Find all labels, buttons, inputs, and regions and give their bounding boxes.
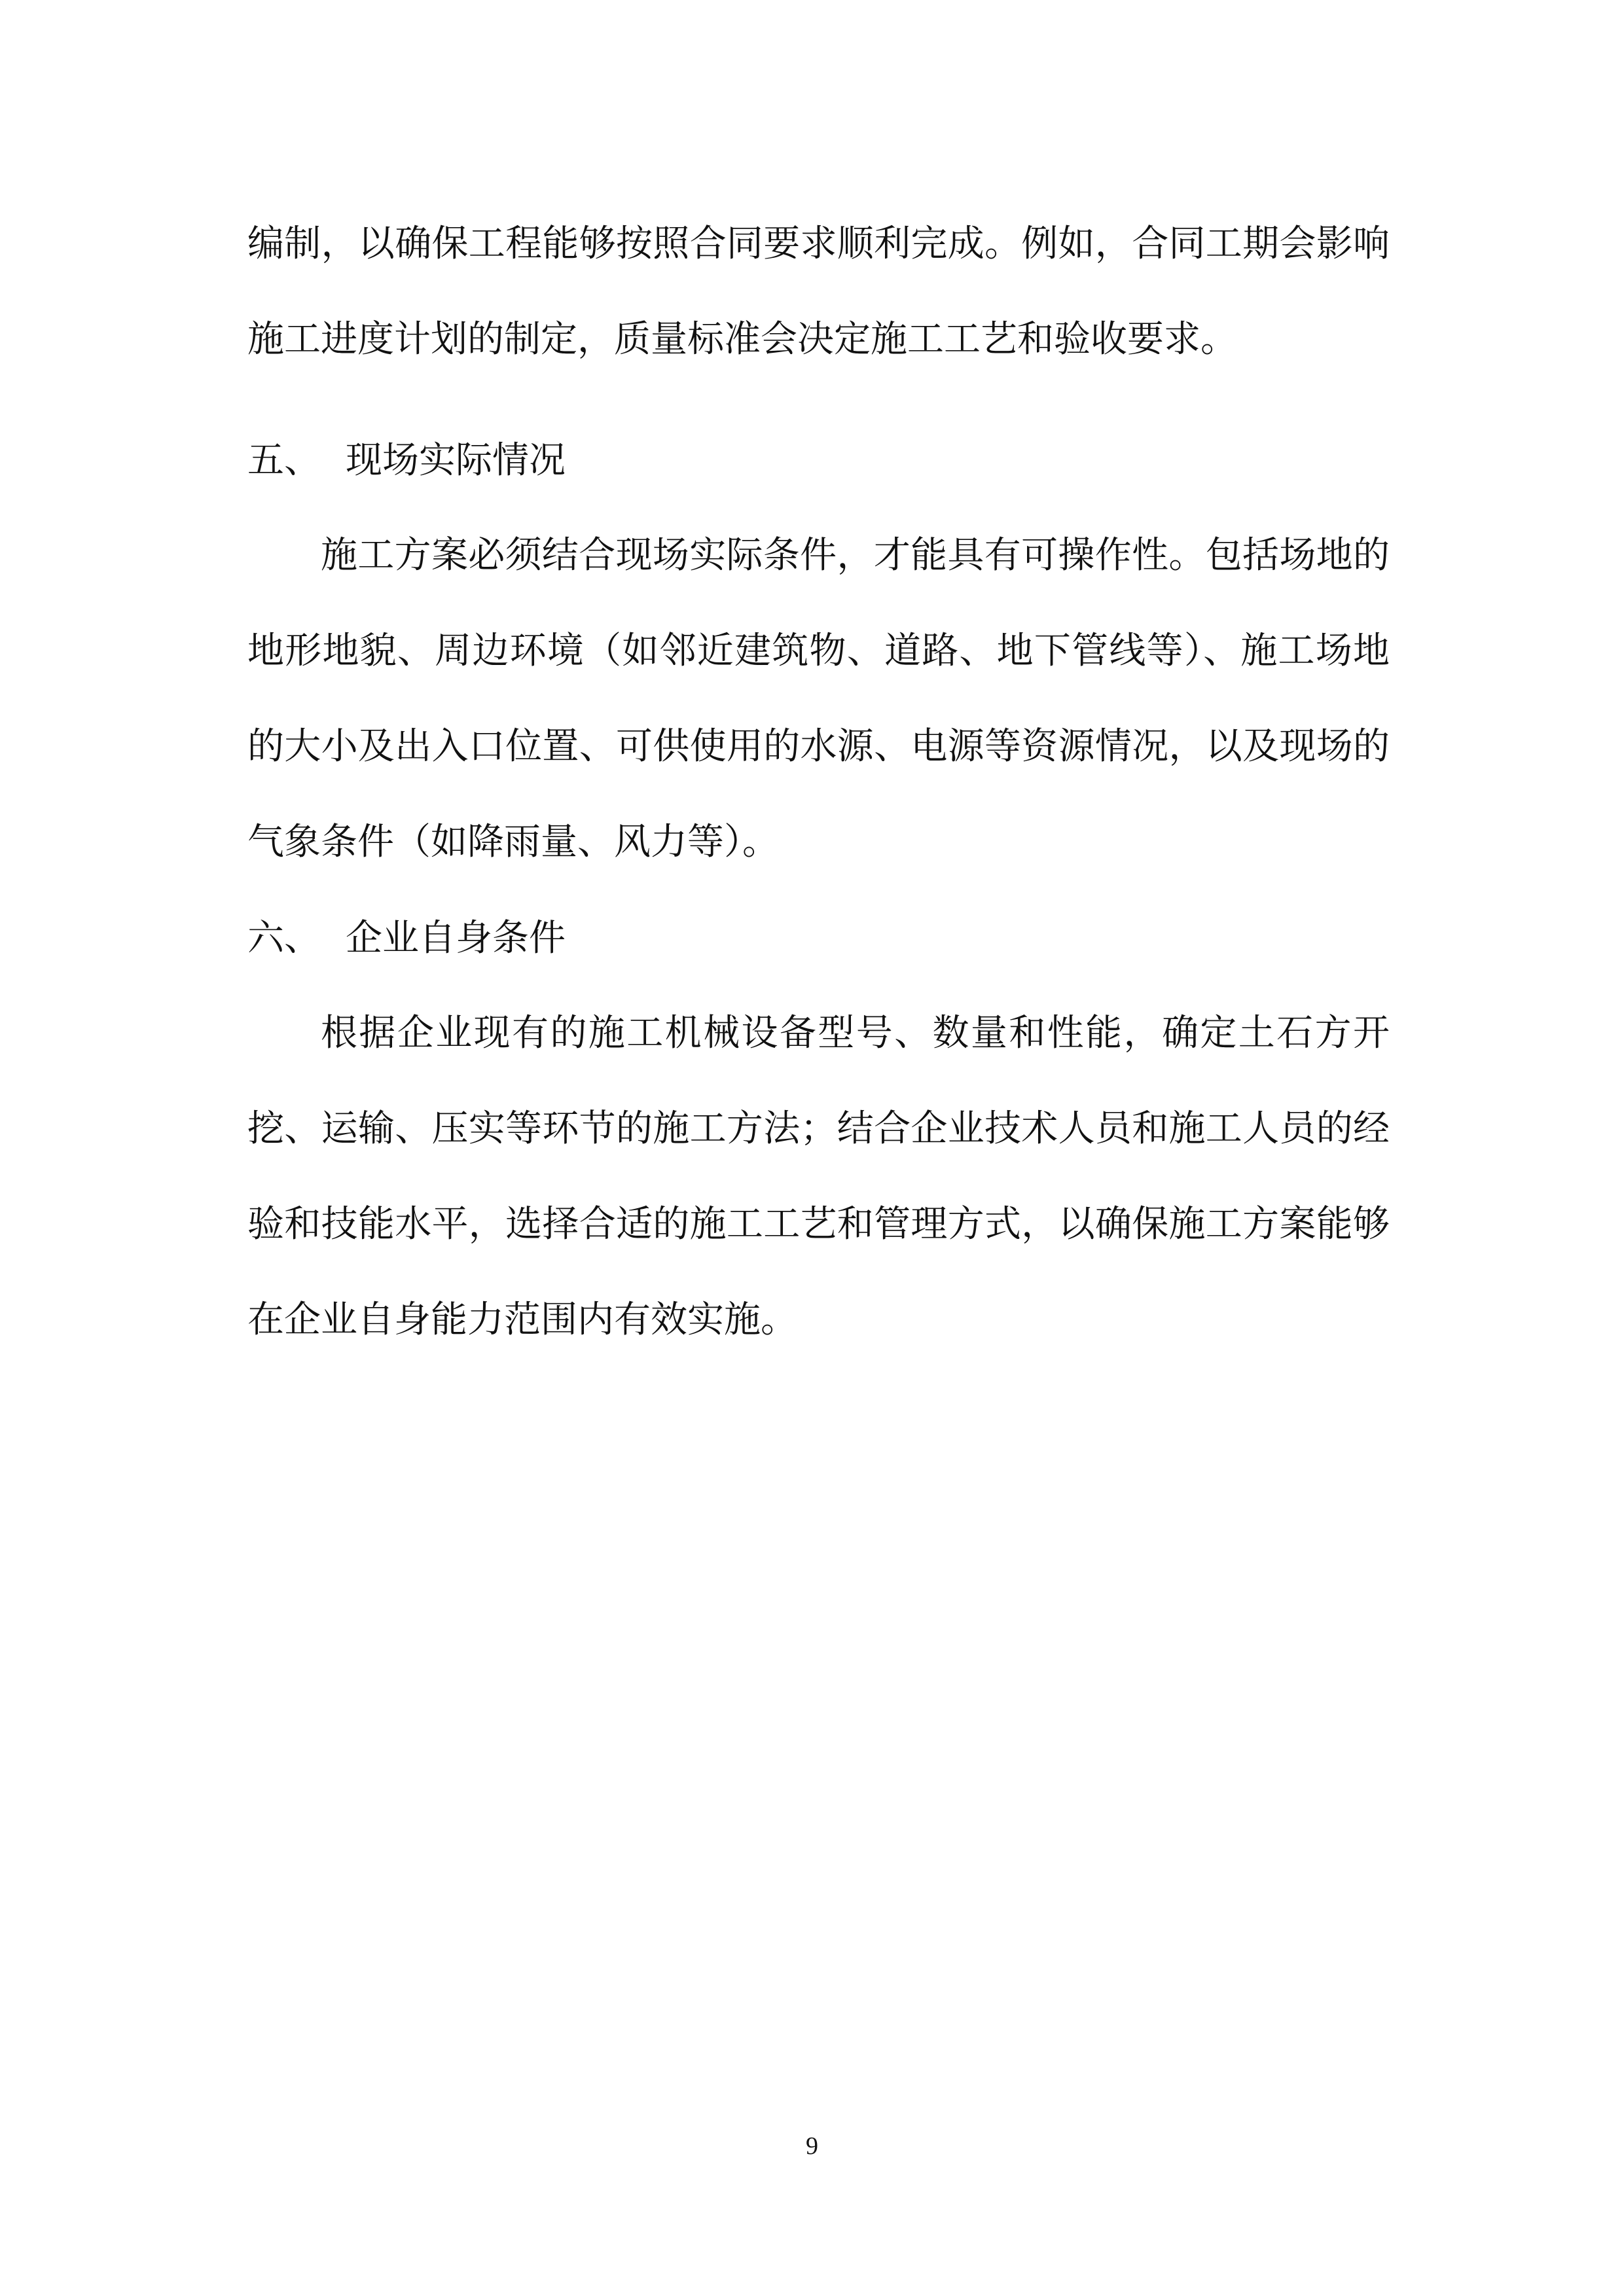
section-body-paragraph: 施工方案必须结合现场实际条件，才能具有可操作性。包括场地的地形地貌、周边环境（如邻近建筑物、道路、地下管线等）、施工场地的大小及出入口位置、可供使用的水源、电源等资源情况，以及现场的气象条件（如降雨量、风力等）。	[247, 534, 1390, 863]
section-heading-5	[247, 435, 566, 487]
section-number: 五、	[247, 439, 321, 482]
continuation-paragraph: 编制，以确保工程能够按照合同要求顺利完成。例如，合同工期会影响施工进度计划的制定，质量标准会决定施工工艺和验收要求。	[247, 223, 1390, 361]
section-heading-6	[247, 912, 566, 965]
page-number: 9	[806, 2132, 818, 2160]
section-body-paragraph: 根据企业现有的施工机械设备型号、数量和性能，确定土石方开挖、运输、压实等环节的施工方法；结合企业技术人员和施工人员的经验和技能水平，选择合适的施工工艺和管理方式，以确保施工方案能够在企业自身能力范围内有效实施。	[247, 1012, 1390, 1341]
section-number: 六、	[247, 917, 321, 960]
section-title: 企业自身条件	[346, 917, 566, 960]
section-title: 现场实际情况	[346, 439, 566, 482]
